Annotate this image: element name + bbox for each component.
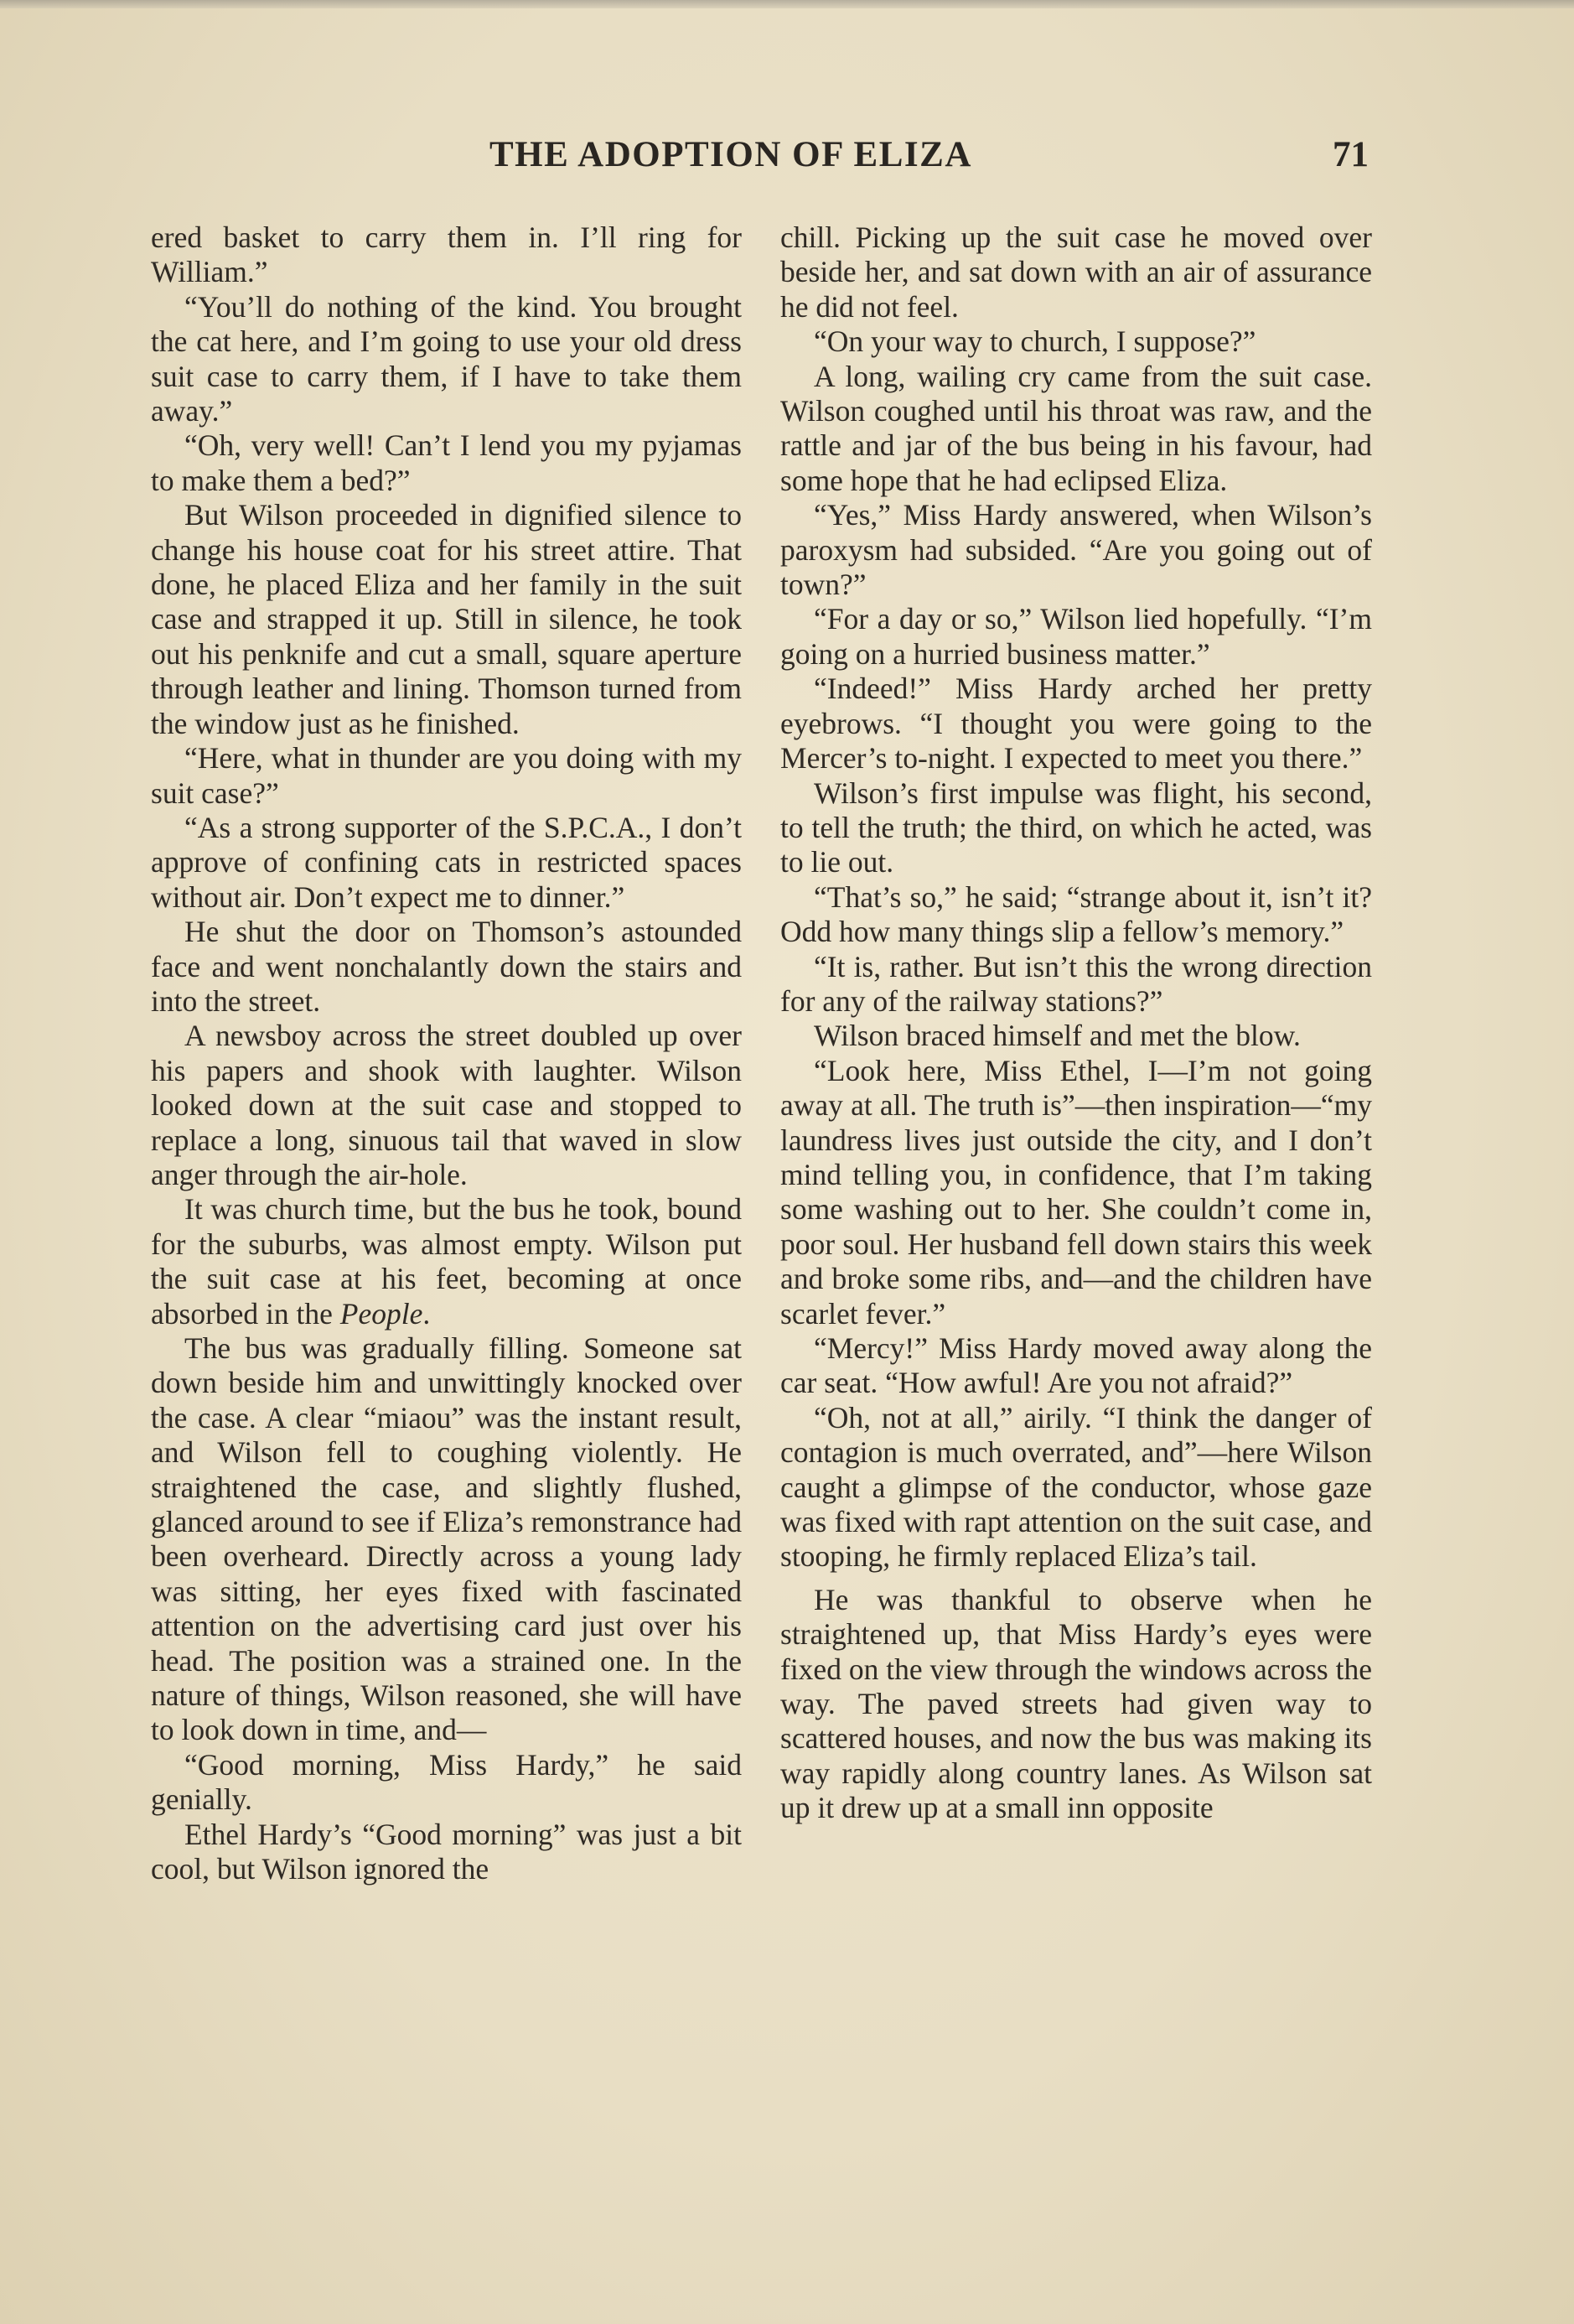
page-top-edge [0, 0, 1574, 8]
paragraph: He shut the door on Thomson’s astounded face and went nonchalantly down the stairs and into the street. [151, 915, 742, 1018]
paragraph: chill. Picking up the suit case he moved over beside her, and sat down with an air of assurance he did not feel. [780, 220, 1372, 324]
paragraph: Ethel Hardy’s “Good morning” was just a bit cool, but Wilson ignored the [151, 1817, 742, 1886]
paragraph: Wilson braced himself and met the blow. [814, 1019, 1301, 1053]
right-column [780, 220, 1372, 1826]
paragraph [151, 1192, 742, 1331]
paragraph: “Look here, Miss Ethel, I—I’m not going away at all. The truth is”—then inspiration—“my laundress lives just outside the city, and I don’t mind telling you, in confidence, that I’m taking some washing out to her. She couldn’t come in, poor soul. Her husband fell down stairs this week and broke some ribs, and—and the children have scarlet fever.” [780, 1053, 1372, 1331]
paragraph: “Oh, not at all,” airily. “I think the danger of contagion is much overrated, and”—here Wilson caught a glimpse of the conductor, whose gaze was fixed with rapt attention on the suit case, and stooping, he firmly replaced Eliza’s tail. [780, 1400, 1372, 1574]
paragraph: ered basket to carry them in. I’ll ring for William.” [151, 220, 742, 289]
paragraph: A newsboy across the street doubled up over his papers and shook with laughter. Wilson looked down at the suit case and stopped to replace a long, sinuous tail that waved in slow anger through the air-hole. [151, 1019, 742, 1191]
paragraph: “It is, rather. But isn’t this the wrong direction for any of the railway stations?” [780, 949, 1372, 1018]
paragraph-text: . [422, 1296, 431, 1331]
paragraph: “Mercy!” Miss Hardy moved away along the car seat. “How awful! Are you not afraid?” [780, 1331, 1372, 1400]
newspaper-title: People [339, 1296, 423, 1331]
paragraph: He was thankful to observe when he straightened up, that Miss Hardy’s eyes were fixed on the view through the windows across the way. The paved streets had given way to scattered houses, and now the bus was making its way rapidly along country lanes. As Wilson sat up it drew up at a small inn opposite [780, 1582, 1372, 1825]
paragraph: But Wilson proceeded in dignified silence to change his house coat for his street attire. That done, he placed Eliza and her family in the suit case and strapped it up. Still in silence, he took out his penknife and cut a small, square aperture through leather and lining. Thomson turned from the window just as he finished. [151, 498, 742, 740]
paragraph: “For a day or so,” Wilson lied hopefully. “I’m going on a hurried business matter.” [780, 602, 1372, 671]
paragraph: “Here, what in thunder are you doing with my suit case?” [151, 741, 742, 810]
paragraph: The bus was gradually filling. Someone sat down beside him and unwittingly knocked over the case. A clear “miaou” was the instant result, and Wilson fell to coughing violently. He straightened the case, and slightly flushed, glanced around to see if Eliza’s remonstrance had been overheard. Directly across a young lady was sitting, her eyes fixed with fascinated attention on the advertising card just over his head. The position was a strained one. In the nature of things, Wilson reasoned, she will have to look down in time, and— [151, 1331, 742, 1747]
paragraph: “On your way to church, I suppose?” [814, 324, 1256, 359]
paragraph: “As a strong supporter of the S.P.C.A., I don’t approve of confining cats in restricted spaces without air. Don’t expect me to dinner.” [151, 810, 742, 914]
paragraph: Wilson’s first impulse was flight, his second, to tell the truth; the third, on which he acted, was to lie out. [780, 776, 1372, 879]
page-header [0, 134, 1574, 193]
running-title: THE ADOPTION OF ELIZA [489, 135, 972, 174]
page-number: 71 [1333, 135, 1369, 174]
left-column [151, 220, 742, 1887]
paragraph: “Oh, very well! Can’t I lend you my pyjamas to make them a bed?” [151, 428, 742, 497]
paragraph: “You’ll do nothing of the kind. You brought the cat here, and I’m going to use your old dress suit case to carry them, if I have to take them away.” [151, 289, 742, 428]
paragraph: “That’s so,” he said; “strange about it, isn’t it? Odd how many things slip a fellow’s memory.” [780, 879, 1372, 949]
paragraph: “Good morning, Miss Hardy,” he said genially. [151, 1747, 742, 1817]
paragraph: “Yes,” Miss Hardy answered, when Wilson’s paroxysm had subsided. “Are you going out of town?” [780, 498, 1372, 602]
paragraph-text: It was church time, but the bus he took, bound for the suburbs, was almost empty. Wilson put the suit case at his feet, becoming at once absorbed in the [151, 1192, 742, 1331]
paragraph: “Indeed!” Miss Hardy arched her pretty eyebrows. “I thought you were going to the Mercer’s to-night. I expected to meet you there.” [780, 672, 1372, 776]
paragraph: A long, wailing cry came from the suit case. Wilson coughed until his throat was raw, and the rattle and jar of the bus being in his favour, had some hope that he had eclipsed Eliza. [780, 359, 1372, 497]
